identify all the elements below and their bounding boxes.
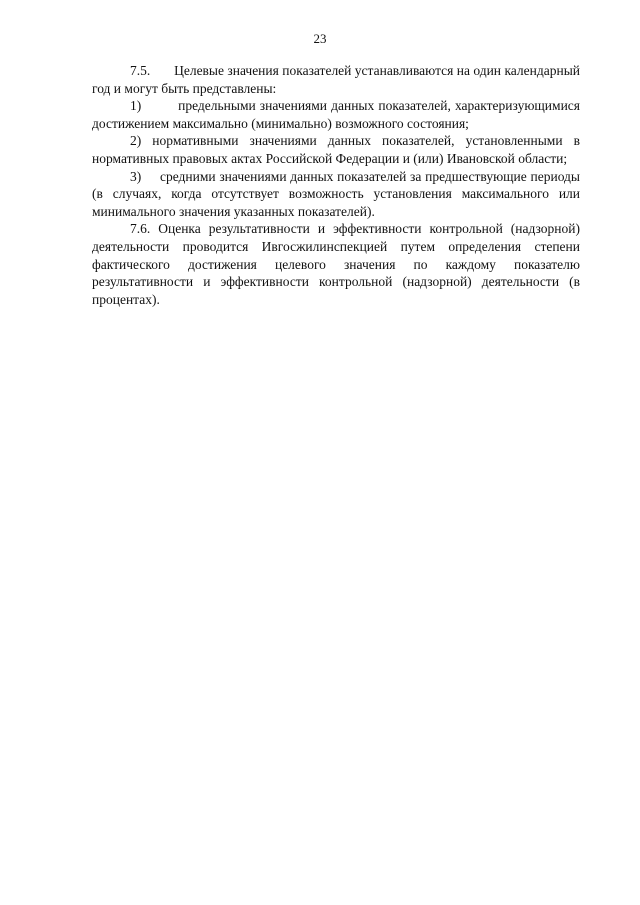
paragraph-7-5: 7.5. Целевые значения показателей устанавливаются на один календарный год и могут быть представлены: xyxy=(92,63,580,96)
document-body xyxy=(92,62,580,308)
list-item-1: 1) предельными значениями данных показателей, характеризующимися достижением максимально (минимально) возможного состояния; xyxy=(92,98,580,131)
list-item-3: 3) средними значениями данных показателей за предшествующие периоды (в случаях, когда отсутствует возможность установления максимального или минимального значения указанных показателей). xyxy=(92,168,580,219)
list-item-2: 2) нормативными значениями данных показателей, установленными в нормативных правовых актах Российской Федерации и (или) Ивановской области; xyxy=(92,133,580,166)
paragraph-7-6: 7.6. Оценка результативности и эффективности контрольной (надзорной) деятельности проводится Ивгосжилинспекцией путем определения степени фактического достижения целевого значения по каждому показателю результативности и эффективности контрольной (надзорной) деятельности (в процентах). xyxy=(92,221,580,307)
page-number: 23 xyxy=(313,31,327,46)
